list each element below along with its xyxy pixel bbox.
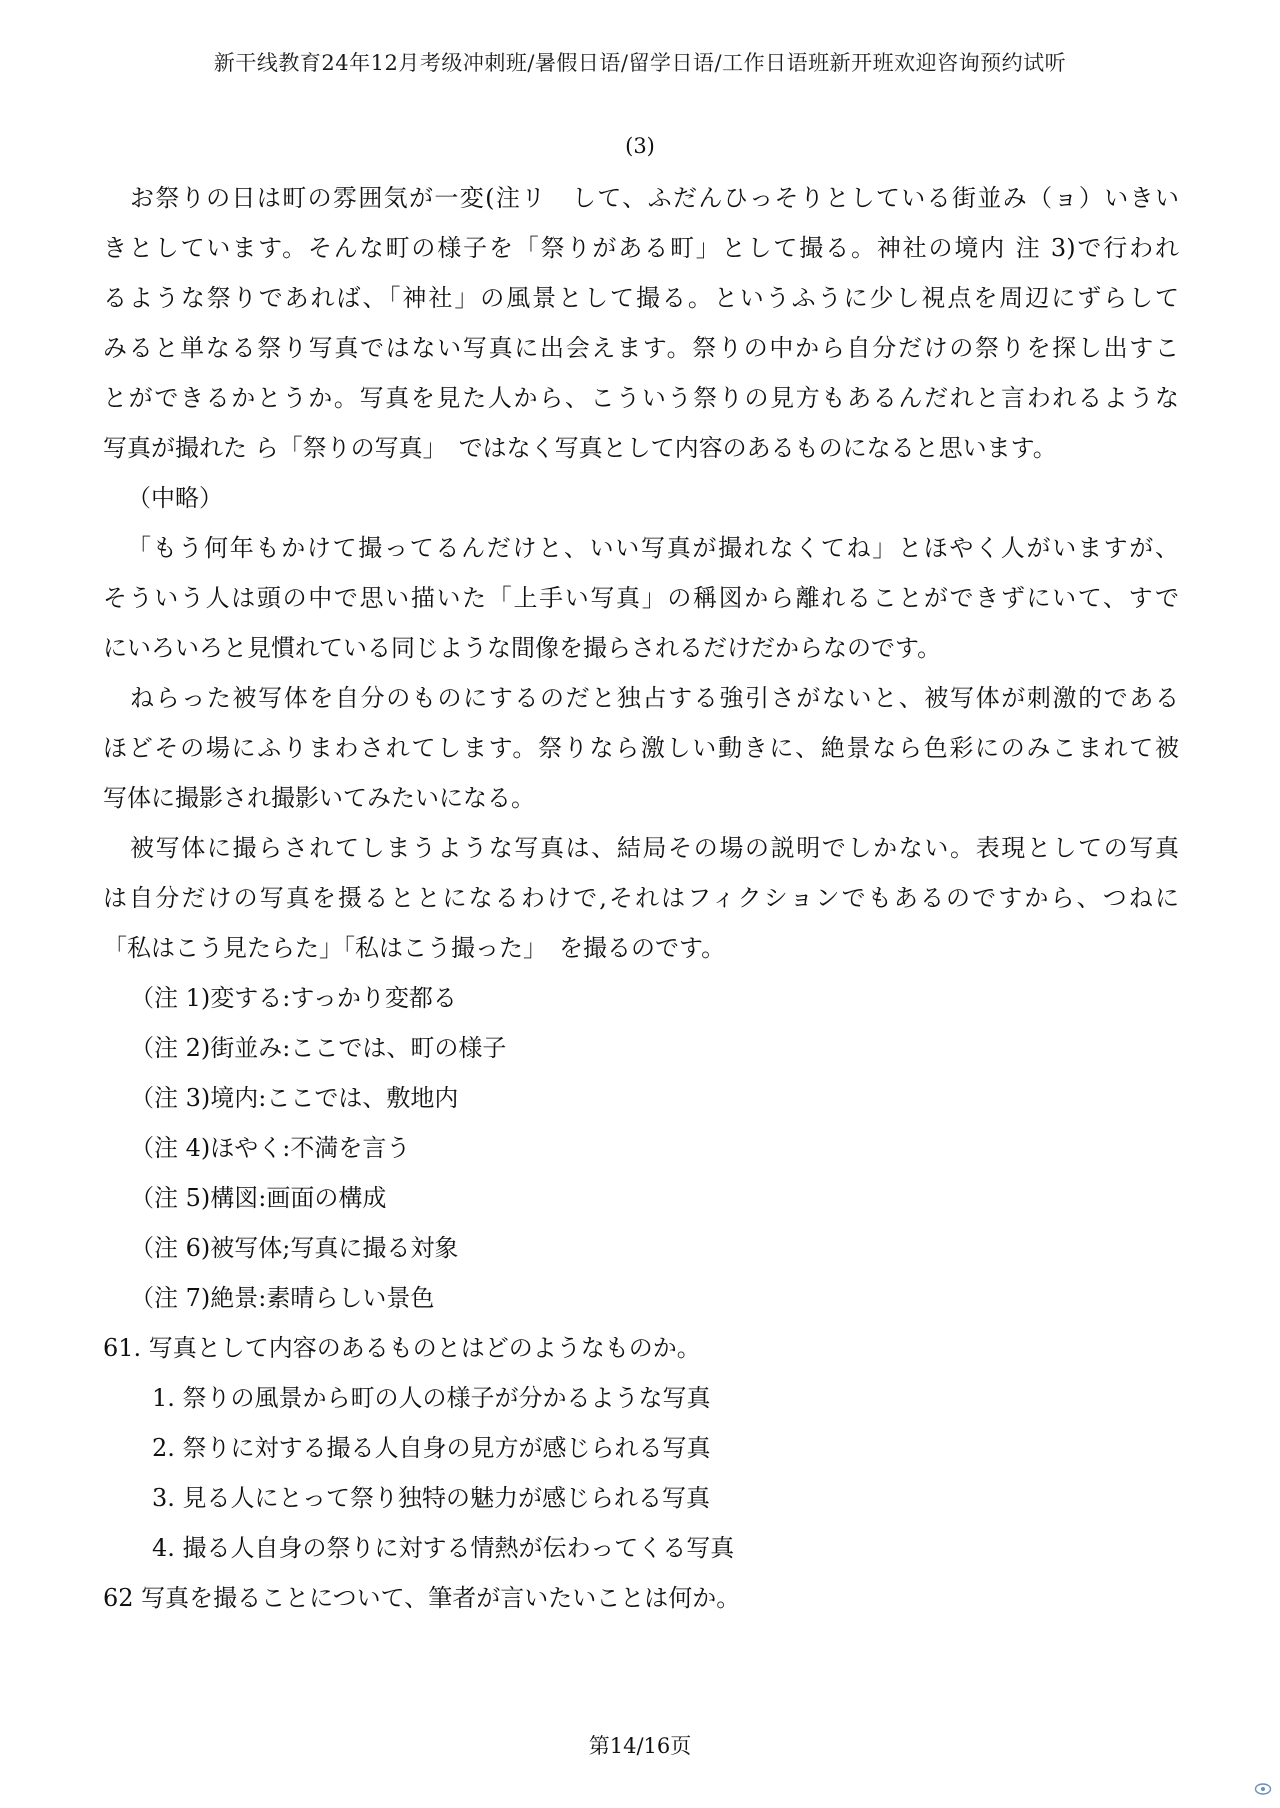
passage-line: にいろいろと見慣れている同じような間像を撮らされるだけだからなのです。 [103, 634, 942, 662]
passage-line: 写体に撮影され撮影いてみたいになる。 [103, 784, 535, 812]
passage-line: 写真が撮れた ら「祭りの写真」 ではなく写真として内容のあるものになると思います。 [103, 434, 1057, 462]
note-2: （注 2)街並み:ここでは、町の様子 [130, 1034, 507, 1062]
question-62-stem: 62 写真を撮ることについて、筆者が言いたいことは何か。 [103, 1584, 741, 1612]
section-number: (3) [625, 134, 655, 158]
question-61-option-4: 4. 撮る人自身の祭りに対する情熱が伝わってくる写真 [152, 1534, 735, 1562]
passage-line: ほどその場にふりまわされてします。祭りなら激しい動きに、絶景なら色彩にのみこまれて被 [103, 734, 1179, 762]
question-61-stem: 61. 写真として内容のあるものとはどのようなものか。 [103, 1334, 701, 1362]
passage-line: るような祭りであれば、「神社」の風景として撮る。というふうに少し視点を周辺にずらして [103, 284, 1179, 312]
passage-omission: （中略） [127, 484, 223, 512]
page-number: 第14/16页 [588, 1734, 692, 1758]
question-61-option-1: 1. 祭りの風景から町の人の様子が分かるような写真 [152, 1384, 711, 1412]
note-4: （注 4)ほやく:不満を言う [130, 1134, 411, 1162]
passage-line: お祭りの日は町の雰囲気が一変(注リ して、ふだんひっそりとしている街並み（ョ）いきい [130, 184, 1179, 212]
passage-line: 「もう何年もかけて撮ってるんだけと、いい写真が撮れなくてね」とほやく人がいますが、 [127, 534, 1179, 562]
note-5: （注 5)構図:画面の構成 [130, 1184, 387, 1212]
question-61-option-3: 3. 見る人にとって祭り独特の魅力が感じられる写真 [152, 1484, 711, 1512]
passage-line: ねらった被写体を自分のものにするのだと独占する強引さがないと、被写体が刺激的である [130, 684, 1179, 712]
watermark-logo-icon [1254, 1782, 1272, 1796]
note-6: （注 6)被写体;写真に撮る対象 [130, 1234, 459, 1262]
passage-line: 「私はこう見たらた」「私はこう撮った」 を撮るのです。 [103, 934, 726, 962]
note-7: （注 7)絶景:素晴らしい景色 [130, 1284, 435, 1312]
passage-line: みると単なる祭り写真ではない写真に出会えます。祭りの中から自分だけの祭りを探し出すこ [103, 334, 1179, 362]
watermark-logo-dot [1261, 1787, 1265, 1791]
passage-line: きとしています。そんな町の様子を「祭りがある町」として撮る。神社の境内 注 3)で行われ [103, 234, 1179, 262]
passage-line: は自分だけの写真を摄るととになるわけで,それはフィクションでもあるのですから、つねに [103, 884, 1179, 912]
page-header: 新干线教育24年12月考级冲刺班/暑假日语/留学日语/工作日语班新开班欢迎咨询预约试听 [213, 51, 1067, 75]
passage-line: 被写体に撮らされてしまうような写真は、結局その場の説明でしかない。表現としての写真 [130, 834, 1179, 862]
passage-line: とができるかとうか。写真を見た人から、こういう祭りの見方もあるんだれと言われるような [103, 384, 1179, 412]
passage-line: そういう人は頭の中で思い描いた「上手い写真」の稱図から離れることができずにいて、すで [103, 584, 1179, 612]
question-61-option-2: 2. 祭りに対する撮る人自身の見方が感じられる写真 [152, 1434, 711, 1462]
note-1: （注 1)変する:すっかり変都る [130, 984, 457, 1012]
note-3: （注 3)境内:ここでは、敷地内 [130, 1084, 459, 1112]
